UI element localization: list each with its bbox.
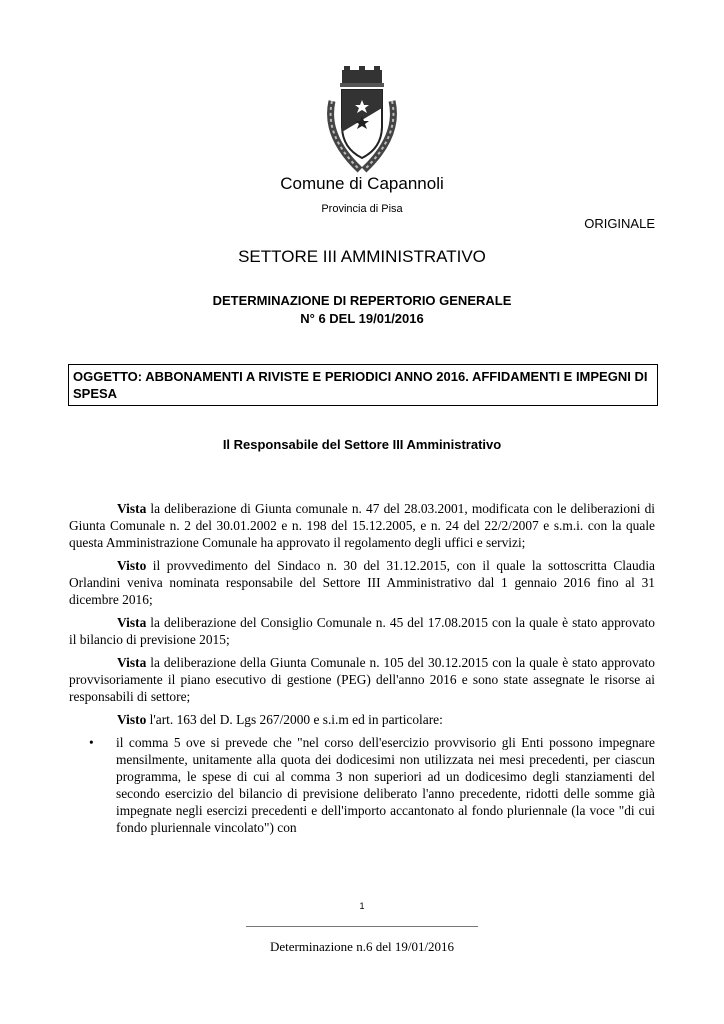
paragraph xyxy=(69,557,655,608)
paragraph-text: la deliberazione del Consiglio Comunale n. 45 del 17.08.2015 con la quale è stato approvato il bilancio di previsione 2015; xyxy=(69,615,655,647)
provincia-name: Provincia di Pisa xyxy=(321,203,403,215)
paragraph xyxy=(69,711,655,728)
bullet-text: il comma 5 ove si prevede che "nel corso dell'esercizio provvisorio gli Enti possono impegnare mensilmente, unitamente alla quota dei dodicesimi non utilizzata nei mesi precedenti, per ciascun programma, le spese di cui al comma 3 non superiori ad un dodicesimo degli stanziamenti del secondo esercizio del bilancio di previsione deliberato l'anno precedente, ridotti delle somme già impegnate negli esercizi precedenti e dell'importo accantonato al fondo pluriennale (la voce "di cui fondo pluriennale vincolato") con xyxy=(116,735,655,835)
paragraph-text: la deliberazione della Giunta Comunale n. 105 del 30.12.2015 con la quale è stato approvato provvisoriamente il piano esecutivo di gestione (PEG) dell'anno 2016 e sono state assegnate le risorse ai responsabili di settore; xyxy=(69,655,655,704)
paragraph-text: la deliberazione di Giunta comunale n. 47 del 28.03.2001, modificata con le deliberazioni di Giunta Comunale n. 2 del 30.01.2002 e n. 198 del 15.12.2005, e n. 24 del 22/2/2007 e s.m.i. con la quale questa Amministrazione Comunale ha approvato il regolamento degli uffici e servizi; xyxy=(69,501,655,550)
paragraph xyxy=(69,614,655,648)
determinazione-number: N° 6 DEL 19/01/2016 xyxy=(300,311,424,326)
bullet-icon: • xyxy=(89,735,94,750)
settore-title: SETTORE III AMMINISTRATIVO xyxy=(238,247,486,266)
document-body xyxy=(69,500,655,836)
paragraph xyxy=(69,654,655,705)
page-number: 1 xyxy=(359,901,365,911)
paragraph-lead: Vista xyxy=(117,501,147,516)
footer-text: Determinazione n.6 del 19/01/2016 xyxy=(269,939,455,954)
paragraph-text: il provvedimento del Sindaco n. 30 del 31.12.2015, con il quale la sottoscritta Claudia Orlandini veniva nominata responsabile del Settore III Amministrativo dal 1 gennaio 2016 fino al 31 dicembre 2016; xyxy=(69,558,655,607)
originale-label: ORIGINALE xyxy=(584,216,655,231)
municipal-crest xyxy=(322,66,402,174)
footer-divider xyxy=(246,926,478,927)
bullet-list xyxy=(69,734,655,836)
list-item xyxy=(69,734,655,836)
paragraph-lead: Visto xyxy=(117,558,147,573)
paragraph-lead: Visto xyxy=(117,712,147,727)
comune-name: Comune di Capannoli xyxy=(280,174,444,193)
oggetto-box: OGGETTO: ABBONAMENTI A RIVISTE E PERIODICI ANNO 2016. AFFIDAMENTI E IMPEGNI DI SPESA xyxy=(68,364,658,406)
paragraph xyxy=(69,500,655,551)
determinazione-title: DETERMINAZIONE DI REPERTORIO GENERALE xyxy=(212,293,512,308)
paragraph-lead: Vista xyxy=(117,655,147,670)
paragraph-lead: Vista xyxy=(117,615,147,630)
paragraph-text: l'art. 163 del D. Lgs 267/2000 e s.i.m ed in particolare: xyxy=(146,712,443,727)
responsabile-heading: Il Responsabile del Settore III Amministrativo xyxy=(222,437,502,452)
